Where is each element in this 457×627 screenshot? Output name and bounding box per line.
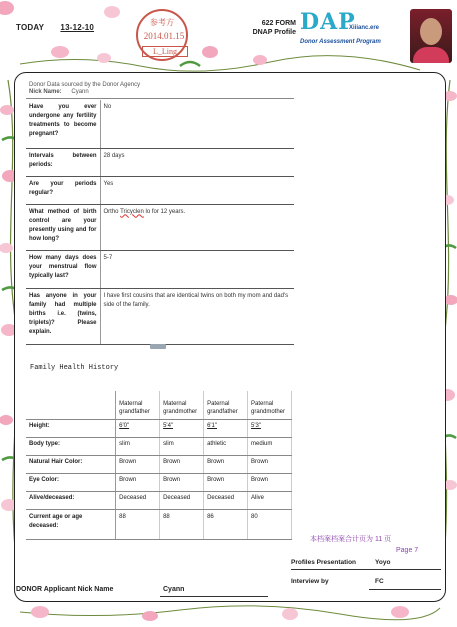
table-cell: Brown	[204, 473, 248, 491]
flower-branch-top-icon	[0, 1, 420, 71]
answer-misspelled-word: Tricyclen	[120, 208, 144, 215]
nick-name-value: Cyann	[71, 89, 89, 95]
answer-cell: I have first cousins that are identical twins on both my mom and dad's side of the family.	[100, 288, 294, 344]
table-row	[26, 473, 292, 491]
table-cell: 88	[116, 509, 160, 539]
table-cell: Brown	[160, 473, 204, 491]
table-cell: Brown	[248, 455, 292, 473]
table-cell: Brown	[204, 455, 248, 473]
page-tab-handle[interactable]	[150, 344, 166, 349]
table-cell: slim	[160, 437, 204, 455]
row-label: Body type:	[26, 437, 116, 455]
question-cell: Are your periods regular?	[26, 176, 100, 204]
applicant-label: DONOR Applicant Nick Name	[16, 586, 114, 593]
photo-body	[413, 47, 449, 63]
applicant-value: Cyann	[163, 586, 185, 593]
profiles-presentation-row	[291, 559, 391, 566]
table-row	[26, 437, 292, 455]
form-number: 622 FORM	[261, 20, 296, 27]
red-seal-stamp	[136, 9, 188, 61]
nick-name-row	[29, 89, 89, 95]
table-cell: 80	[248, 509, 292, 539]
table-row	[26, 419, 292, 437]
table-cell: Brown	[116, 455, 160, 473]
table-row	[26, 288, 294, 344]
row-label: Height:	[26, 419, 116, 437]
row-label: Alive/deceased:	[26, 491, 116, 509]
today-date: 13-12-10	[60, 23, 95, 32]
form-name: DNAP Profile	[252, 29, 296, 36]
profiles-presentation-label: Profiles Presentation	[291, 559, 357, 566]
stamp-signature: L_Ling	[142, 46, 188, 57]
table-row	[26, 148, 294, 176]
answer-prefix: Ortho	[103, 208, 121, 215]
question-cell: Has anyone in your family had multiple births i.e. (twins, triplets)? Please explain.	[26, 288, 100, 344]
question-cell: Intervals between periods:	[26, 148, 100, 176]
table-cell: Deceased	[204, 491, 248, 509]
table-header-row	[26, 391, 292, 419]
table-cell: Brown	[248, 473, 292, 491]
column-header: Paternal grandfather	[204, 391, 248, 419]
table-cell: 6'1"	[204, 419, 248, 437]
column-header: Paternal grandmother	[248, 391, 292, 419]
answer-cell: Yes	[100, 176, 294, 204]
table-row	[26, 176, 294, 204]
table-row	[26, 509, 292, 539]
applicant-underline	[160, 596, 268, 597]
family-health-table	[26, 391, 292, 540]
table-cell: Brown	[160, 455, 204, 473]
source-line: Donor Data sourced by the Donor Agency	[29, 82, 141, 88]
table-cell: Deceased	[160, 491, 204, 509]
today-field	[16, 23, 94, 32]
logo-program-text: Donor Assessment Program	[300, 39, 381, 45]
answer-cell: 28 days	[100, 148, 294, 176]
question-cell: What method of birth control are your presently using and for how long?	[26, 204, 100, 250]
table-row	[26, 250, 294, 288]
table-cell: athletic	[204, 437, 248, 455]
answer-suffix: lo for 12 years.	[143, 208, 186, 215]
table-cell: slim	[116, 437, 160, 455]
nick-name-label: Nick Name:	[29, 89, 62, 95]
column-header: Maternal grandfather	[116, 391, 160, 419]
column-header: Maternal grandmother	[160, 391, 204, 419]
table-cell: 5'4"	[160, 419, 204, 437]
row-label: Current age or age deceased:	[26, 509, 116, 539]
answer-cell: 5-7	[100, 250, 294, 288]
header-blank-cell	[26, 391, 116, 419]
profile-photo	[410, 9, 452, 63]
table-cell: 5'3"	[248, 419, 292, 437]
row-label: Natural Hair Color:	[26, 455, 116, 473]
applicant-row	[16, 586, 185, 593]
form-title	[232, 19, 296, 37]
table-row	[26, 455, 292, 473]
table-row	[26, 491, 292, 509]
table-cell: medium	[248, 437, 292, 455]
row-label: Eye Color:	[26, 473, 116, 491]
page-count-note: 本档案档案合计页为 11 页	[310, 536, 392, 543]
table-cell: Brown	[116, 473, 160, 491]
profiles-presentation-value: Yoyo	[375, 559, 391, 566]
stamp-date: 2014.01.15	[143, 31, 185, 41]
photo-face	[420, 18, 442, 45]
page-number: Page 7	[396, 547, 419, 554]
question-cell: Have you ever undergone any fertility treatments to become pregnant?	[26, 100, 100, 148]
interview-row	[291, 578, 384, 585]
table-row	[26, 100, 294, 148]
dap-logo	[300, 9, 381, 45]
family-health-title: Family Health History	[30, 364, 119, 372]
today-label: TODAY	[16, 23, 44, 32]
answer-cell: No	[100, 100, 294, 148]
donor-questions-table	[26, 100, 294, 345]
section-divider	[26, 98, 294, 99]
table-cell: 88	[160, 509, 204, 539]
table-cell: 6'0"	[116, 419, 160, 437]
logo-sub-text: Xiiianc.ere	[349, 25, 380, 31]
interview-label: Interview by	[291, 578, 329, 585]
logo-main-text: DAP	[300, 9, 356, 35]
profiles-underline	[291, 569, 441, 570]
table-cell: Alive	[248, 491, 292, 509]
table-cell: 86	[204, 509, 248, 539]
interview-underline	[369, 589, 441, 590]
stamp-line-1: 参考方	[150, 18, 174, 27]
table-cell: Deceased	[116, 491, 160, 509]
answer-cell	[100, 204, 294, 250]
question-cell: How many days does your menstrual flow typically last?	[26, 250, 100, 288]
interview-value: FC	[375, 578, 384, 585]
table-row	[26, 204, 294, 250]
flower-branch-bottom-icon	[20, 606, 440, 621]
